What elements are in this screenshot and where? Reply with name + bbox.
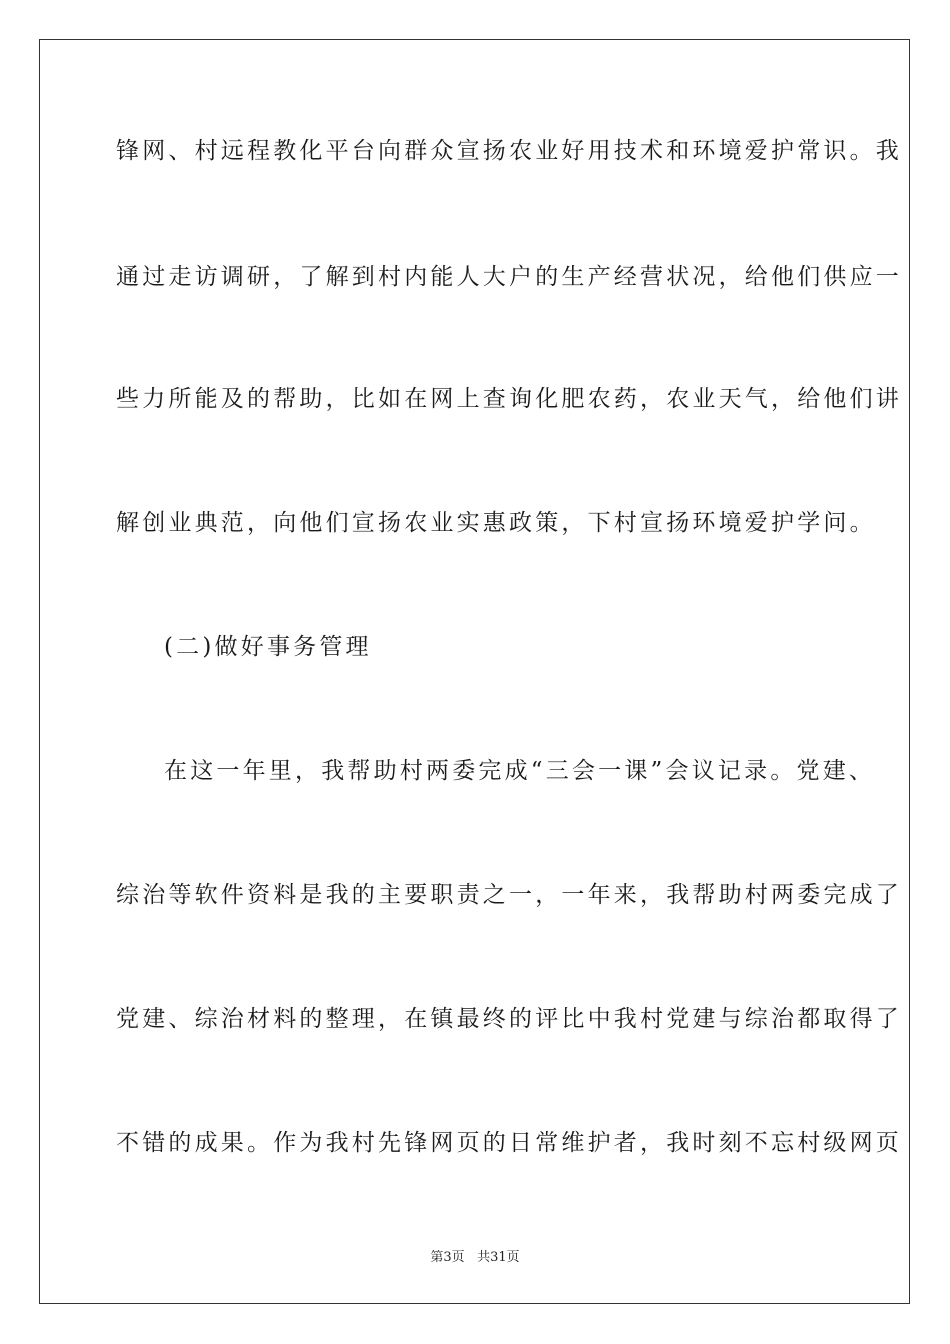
body-text-line: 党建、综治材料的整理，在镇最终的评比中我村党建与综治都取得了 xyxy=(116,1006,902,1032)
body-text-line: 解创业典范，向他们宣扬农业实惠政策，下村宣扬环境爱护学问。 xyxy=(116,510,876,536)
body-text-line: 通过走访调研，了解到村内能人大户的生产经营状况，给他们供应一 xyxy=(116,264,902,290)
body-text-line: 些力所能及的帮助，比如在网上查询化肥农药，农业天气，给他们讲 xyxy=(116,386,902,412)
body-text-line: 在这一年里，我帮助村两委完成“三会一课”会议记录。党建、 xyxy=(164,758,876,784)
body-text-line: 不错的成果。作为我村先锋网页的日常维护者，我时刻不忘村级网页 xyxy=(116,1130,902,1156)
footer-total-pages: 31 xyxy=(490,1250,507,1265)
page-footer xyxy=(0,1246,950,1265)
section-heading: (二)做好事务管理 xyxy=(164,634,372,660)
footer-page-suffix: 页 xyxy=(451,1250,465,1265)
page-border xyxy=(39,39,910,1304)
body-text-line: 锋网、村远程教化平台向群众宣扬农业好用技术和环境爱护常识。我 xyxy=(116,138,902,164)
body-text-line: 综治等软件资料是我的主要职责之一，一年来，我帮助村两委完成了 xyxy=(116,882,902,908)
footer-total-suffix: 页 xyxy=(506,1250,520,1265)
footer-total-prefix: 共 xyxy=(477,1250,491,1265)
footer-page-prefix: 第 xyxy=(430,1250,444,1265)
footer-page-number: 3 xyxy=(443,1250,452,1265)
